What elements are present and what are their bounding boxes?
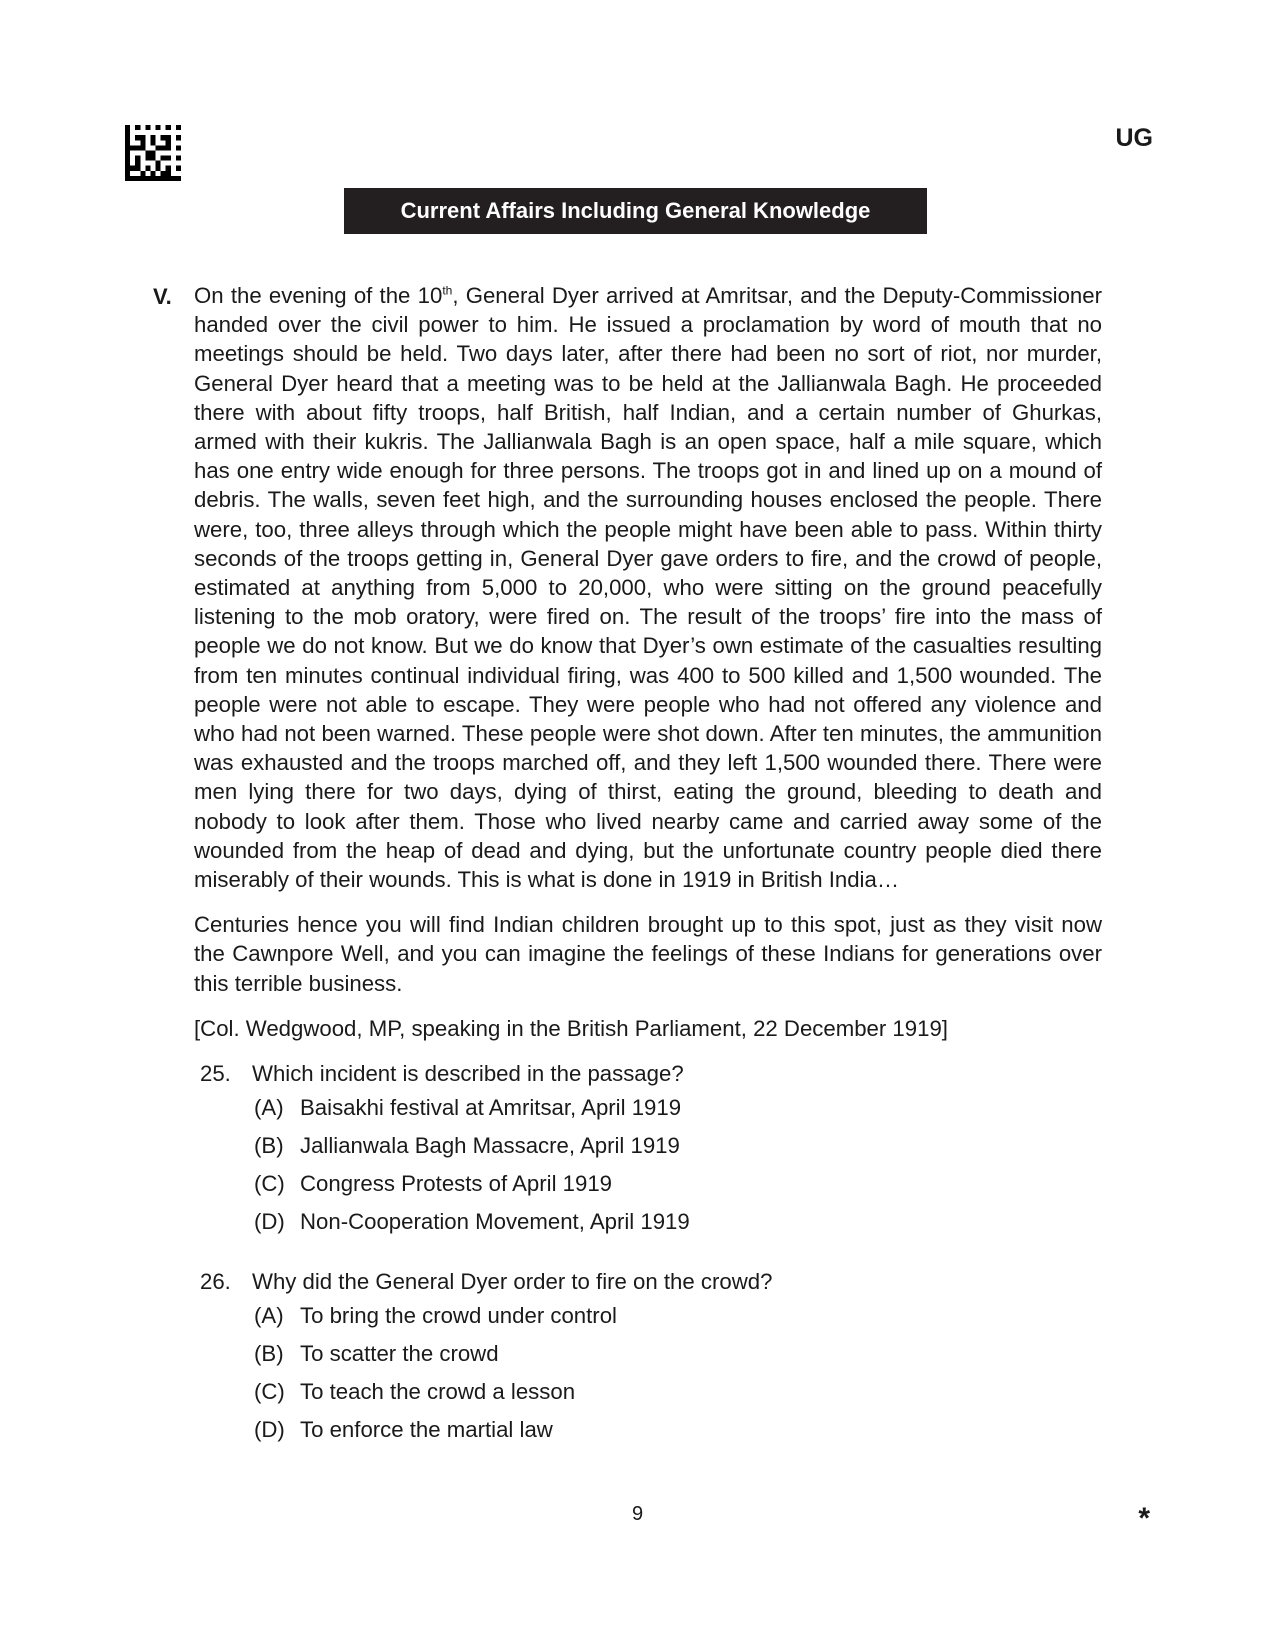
passage-paragraph-1	[194, 281, 1102, 894]
question-stem	[200, 1267, 772, 1297]
option-label: (C)	[254, 1379, 285, 1404]
option-a[interactable]	[254, 1089, 690, 1127]
passage-source: [Col. Wedgwood, MP, speaking in the British Parliament, 22 December 1919]	[194, 1015, 948, 1041]
option-label: (C)	[254, 1171, 285, 1196]
option-d[interactable]	[254, 1411, 772, 1449]
option-c[interactable]	[254, 1165, 690, 1203]
question-26	[200, 1267, 772, 1449]
option-label: (D)	[254, 1417, 285, 1442]
option-text: Baisakhi festival at Amritsar, April 1919	[300, 1095, 682, 1120]
option-c[interactable]	[254, 1373, 772, 1411]
passage-paragraph-2: Centuries hence you will find Indian children brought up to this spot, just as they visit now the Cawnpore Well, and you can imagine the feelings of these Indians for generations over this terrible business.	[194, 912, 1102, 996]
section-title: Current Affairs Including General Knowledge	[344, 188, 927, 234]
option-label: (D)	[254, 1209, 285, 1234]
question-number: 25.	[200, 1061, 231, 1086]
passage-intro: On the evening of the 10	[194, 283, 443, 308]
option-label: (A)	[254, 1095, 284, 1120]
question-text: Which incident is described in the passage?	[252, 1061, 684, 1086]
option-label: (A)	[254, 1303, 284, 1328]
option-text: To enforce the martial law	[300, 1417, 553, 1442]
option-text: To bring the crowd under control	[300, 1303, 617, 1328]
passage	[194, 281, 1102, 1043]
option-b[interactable]	[254, 1335, 772, 1373]
option-text: Jallianwala Bagh Massacre, April 1919	[300, 1133, 680, 1158]
question-text: Why did the General Dyer order to fire on the crowd?	[252, 1269, 773, 1294]
star-mark: *	[1138, 1502, 1150, 1535]
ordinal-suffix: th	[442, 283, 453, 298]
paper-code: UG	[1115, 124, 1153, 152]
option-label: (B)	[254, 1341, 284, 1366]
option-text: Congress Protests of April 1919	[300, 1171, 613, 1196]
option-b[interactable]	[254, 1127, 690, 1165]
passage-marker: V.	[153, 284, 172, 309]
option-text: To scatter the crowd	[300, 1341, 499, 1366]
question-stem	[200, 1059, 690, 1089]
qr-code-icon	[125, 125, 181, 181]
option-text: Non-Cooperation Movement, April 1919	[300, 1209, 690, 1234]
option-text: To teach the crowd a lesson	[300, 1379, 576, 1404]
question-number: 26.	[200, 1269, 231, 1294]
option-label: (B)	[254, 1133, 284, 1158]
option-d[interactable]	[254, 1203, 690, 1241]
option-a[interactable]	[254, 1297, 772, 1335]
page-number: 9	[631, 1503, 644, 1525]
passage-paragraph-1-text: , General Dyer arrived at Amritsar, and the Deputy-Commissioner handed over the civil power to him. He issued a proclamation by word of mouth that no meetings should be held. Two days later, after there had been no sort of riot, nor murder, General Dyer heard that a meeting was to be held at the Jallianwala Bagh. He proceeded there with about fifty troops, half British, half Indian, and a certain number of Ghurkas, armed with their kukris. The Jallianwala Bagh is an open space, half a mile square, which has one entry wide enough for three persons. The troops got in and lined up on a mound of debris. The walls, seven feet high, and the surrounding houses enclosed the people. There were, too, three alleys through which the people might have been able to pass. Within thirty seconds of the troops getting in, General Dyer gave orders to fire, and the crowd of people, estimated at anything from 5,000 to 20,000, who were sitting on the ground peacefully listening to the mob oratory, were fired on. The result of the troops’ fire into the mass of people we do not know. But we do know that Dyer’s own estimate of the casualties resulting from ten minutes continual individual firing, was 400 to 500 killed and 1,500 wounded. The people were not able to escape. They were people who had not offered any violence and who had not been warned. These people were shot down. After ten minutes, the ammunition was exhausted and the troops marched off, and they left 1,500 wounded there. There were men lying there for two days, dying of thirst, eating the ground, bleeding to death and nobody to look after them. Those who lived nearby came and carried away some of the wounded from the heap of dead and dying, but the unfortunate country people died there miserably of their wounds. This is what is done in 1919 in British India…	[194, 283, 1103, 893]
question-25	[200, 1059, 690, 1241]
